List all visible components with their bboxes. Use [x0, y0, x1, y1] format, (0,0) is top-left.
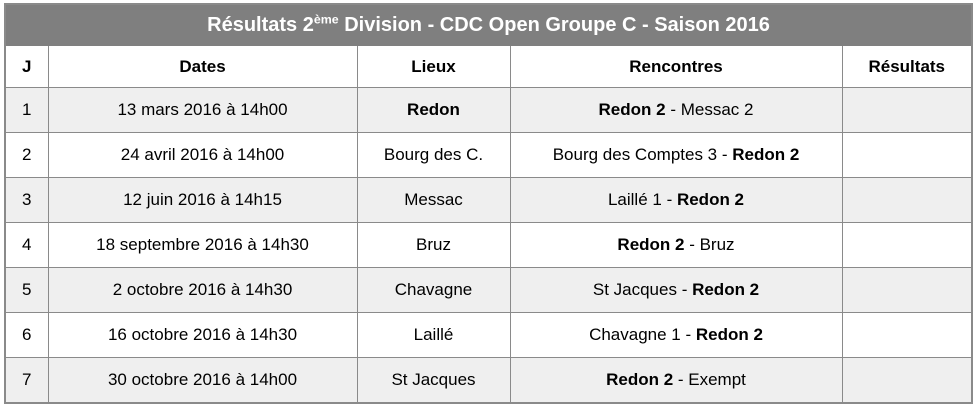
cell-rencontre	[510, 268, 842, 313]
cell-date: 2 octobre 2016 à 14h30	[48, 268, 357, 313]
teams-separator: -	[717, 145, 733, 164]
team2-name: Redon 2	[692, 280, 760, 299]
cell-rencontre	[510, 88, 842, 133]
cell-day-number: 1	[5, 88, 48, 133]
cell-resultat	[842, 133, 972, 178]
cell-lieu: Redon	[357, 88, 510, 133]
cell-rencontre	[510, 133, 842, 178]
column-header-rencontres: Rencontres	[510, 46, 842, 88]
cell-day-number: 6	[5, 313, 48, 358]
cell-day-number: 2	[5, 133, 48, 178]
cell-day-number: 7	[5, 358, 48, 404]
cell-date: 30 octobre 2016 à 14h00	[48, 358, 357, 404]
cell-lieu: St Jacques	[357, 358, 510, 404]
cell-rencontre	[510, 313, 842, 358]
cell-lieu: Laillé	[357, 313, 510, 358]
team2-name: Exempt	[688, 370, 746, 389]
column-header-dates: Dates	[48, 46, 357, 88]
team1-name: Chavagne 1	[589, 325, 681, 344]
table-body	[5, 88, 972, 404]
cell-date: 13 mars 2016 à 14h00	[48, 88, 357, 133]
teams-separator: -	[673, 370, 689, 389]
team1-name: Redon 2	[617, 235, 685, 254]
cell-resultat	[842, 223, 972, 268]
header-row	[5, 46, 972, 88]
cell-resultat	[842, 178, 972, 223]
cell-rencontre	[510, 178, 842, 223]
results-table	[4, 3, 973, 404]
team2-name: Redon 2	[676, 190, 745, 209]
teams-separator: -	[665, 100, 681, 119]
table-row	[5, 88, 972, 133]
column-header-j: J	[5, 46, 48, 88]
cell-lieu: Messac	[357, 178, 510, 223]
team2-name: Redon 2	[732, 145, 800, 164]
table-title	[5, 4, 972, 46]
table-row	[5, 178, 972, 223]
table-row	[5, 358, 972, 404]
team1-name: St Jacques	[592, 280, 677, 299]
table-row	[5, 223, 972, 268]
cell-date: 18 septembre 2016 à 14h30	[48, 223, 357, 268]
table-row	[5, 313, 972, 358]
team2-name: Bruz	[699, 235, 735, 254]
cell-resultat	[842, 268, 972, 313]
team1-name: Redon 2	[606, 370, 674, 389]
cell-resultat	[842, 358, 972, 404]
cell-rencontre	[510, 223, 842, 268]
cell-lieu: Chavagne	[357, 268, 510, 313]
cell-day-number: 3	[5, 178, 48, 223]
teams-separator: -	[676, 280, 693, 299]
cell-day-number: 4	[5, 223, 48, 268]
cell-lieu: Bruz	[357, 223, 510, 268]
table-row	[5, 133, 972, 178]
team1-name: Bourg des Comptes 3	[552, 145, 718, 164]
cell-date: 16 octobre 2016 à 14h30	[48, 313, 357, 358]
title-row	[5, 4, 972, 46]
table-row	[5, 268, 972, 313]
title-text-prefix: Résultats 2	[207, 13, 314, 36]
team2-name: Redon 2	[695, 325, 763, 344]
cell-date: 24 avril 2016 à 14h00	[48, 133, 357, 178]
team2-name: Messac 2	[680, 100, 754, 119]
teams-separator: -	[680, 325, 696, 344]
cell-day-number: 5	[5, 268, 48, 313]
title-text-suffix: Division - CDC Open Groupe C - Saison 2016	[338, 13, 770, 36]
cell-resultat	[842, 88, 972, 133]
cell-date: 12 juin 2016 à 14h15	[48, 178, 357, 223]
title-superscript: ème	[313, 11, 339, 26]
team1-name: Redon 2	[598, 100, 666, 119]
cell-lieu: Bourg des C.	[357, 133, 510, 178]
teams-separator: -	[684, 235, 700, 254]
column-header-resultats: Résultats	[842, 46, 972, 88]
cell-rencontre	[510, 358, 842, 404]
cell-resultat	[842, 313, 972, 358]
team1-name: Laillé 1	[607, 190, 662, 209]
column-header-lieux: Lieux	[357, 46, 510, 88]
teams-separator: -	[661, 190, 677, 209]
